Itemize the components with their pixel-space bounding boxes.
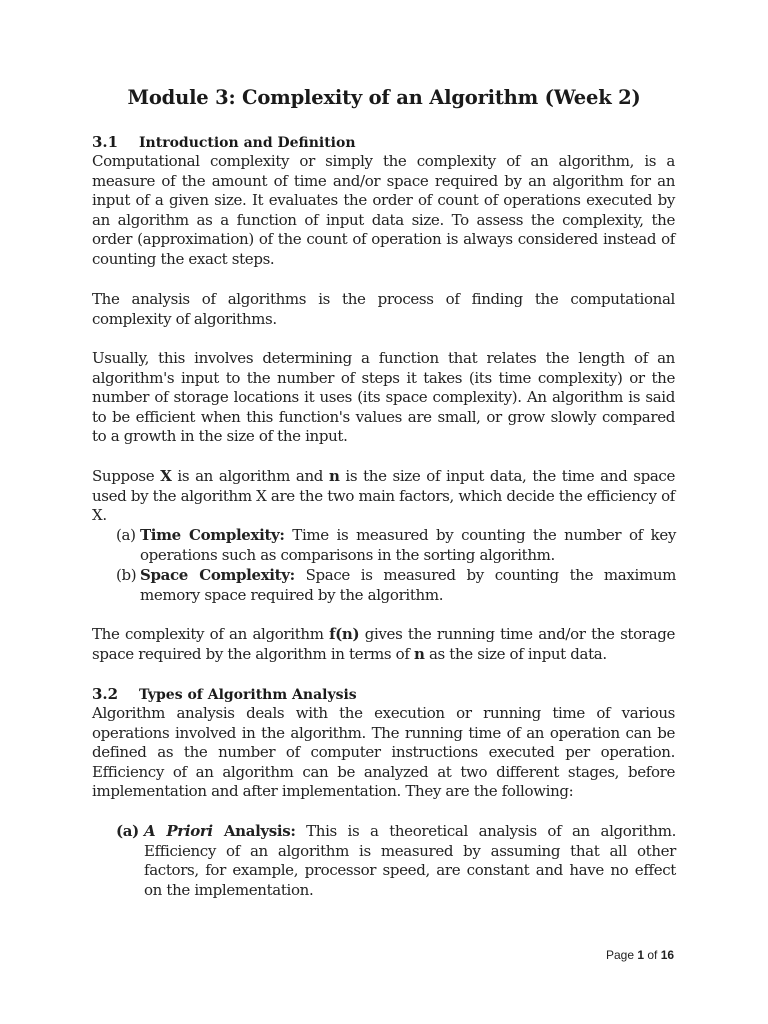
list-item-content — [140, 526, 676, 565]
footer-page-total: 16 — [660, 948, 675, 962]
text-run: is an algorithm and — [171, 467, 329, 485]
section-title: Introduction and Definition — [139, 135, 356, 151]
variable-n: n — [328, 467, 340, 485]
term-italic: A Priori — [144, 822, 213, 840]
section-heading-3-2 — [92, 685, 357, 703]
term-space-complexity: Space Complexity: — [140, 566, 295, 584]
paragraph-usually: Usually, this involves determining a function that relates the length of an algorithm's input to the number of steps it takes (its time complexity) or the number of storage locations it uses (its space complexity). An algorithm is said to be efficient when this function's values are small, or grow slowly compared to a growth in the size of the input. — [92, 349, 675, 446]
list-item-content — [140, 566, 676, 605]
section-number: 3.2 — [92, 685, 119, 703]
footer-page-label: Page — [606, 948, 638, 962]
list-item-text: Space is measured by counting the maximum memory space required by the algorithm. — [140, 566, 677, 604]
text-run: Suppose — [92, 467, 161, 485]
text-run: The complexity of an algorithm — [92, 625, 330, 643]
page-title: Module 3: Complexity of an Algorithm (Week 2) — [127, 86, 641, 109]
term-time-complexity: Time Complexity: — [140, 526, 285, 544]
text-run: gives the running time and/or the storage space required by the algorithm in terms of — [92, 625, 675, 663]
variable-x: X — [160, 467, 172, 485]
footer-of-label: of — [644, 948, 661, 962]
text-run: as the size of input data. — [424, 644, 607, 663]
paragraph-complexity-fn — [92, 625, 675, 664]
list-item-text: This is a theoretical analysis of an algorithm. Efficiency of an algorithm is measured by assuming that all other factors, for example, processor speed, are constant and have no effect on the implementation. — [144, 822, 676, 899]
list-marker: (a) — [116, 822, 139, 840]
text-run: is the size of input data, the time and space used by the algorithm X are the two main factors, which decide the efficiency of X. — [92, 467, 676, 525]
list-item-a-priori — [116, 822, 676, 900]
paragraph-intro: Computational complexity or simply the complexity of an algorithm, is a measure of the amount of time and/or space required by an algorithm for an input of a given size. It evaluates the order of count of operations executed by an algorithm as a function of input data size. To assess the complexity, the order (approximation) of the count of operation is always considered instead of counting the exact steps. — [92, 152, 675, 268]
section-title: Types of Algorithm Analysis — [139, 687, 357, 703]
page-footer — [606, 948, 674, 962]
section-heading-3-1 — [92, 133, 356, 151]
paragraph-algorithm-analysis: Algorithm analysis deals with the execution or running time of various operations involved in the algorithm. The running time of an operation can be defined as the number of computer instructions executed per operation. Efficiency of an algorithm can be analyzed at two different stages, before implementation and after implementation. They are the following: — [92, 704, 675, 801]
list-item-space-complexity — [116, 566, 676, 605]
term-a-priori — [144, 822, 296, 840]
list-item-time-complexity — [116, 526, 676, 565]
list-marker: (b) — [116, 566, 137, 584]
section-number: 3.1 — [92, 133, 119, 151]
paragraph-suppose — [92, 467, 675, 526]
term-rest: Analysis: — [212, 822, 296, 840]
variable-n: n — [413, 644, 425, 663]
paragraph-analysis: The analysis of algorithms is the process of finding the computational complexity of algorithms. — [92, 290, 675, 328]
list-item-content — [144, 822, 676, 900]
function-f-n: f(n) — [329, 625, 360, 643]
list-item-text: Time is measured by counting the number of key operations such as comparisons in the sorting algorithm. — [140, 526, 676, 564]
list-marker: (a) — [116, 526, 136, 544]
footer-page-current: 1 — [637, 948, 645, 962]
